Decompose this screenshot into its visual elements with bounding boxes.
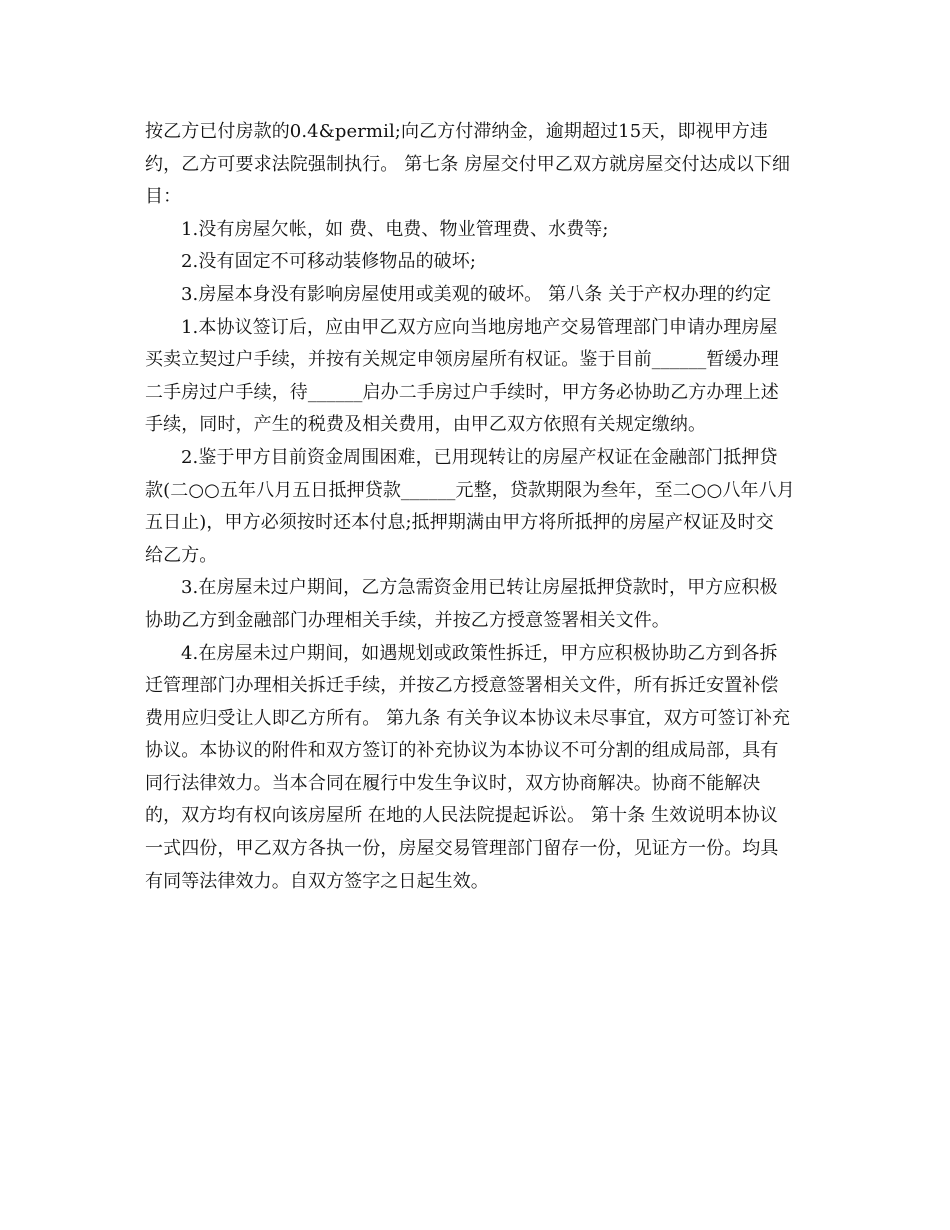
text-line: 手续，同时，产生的税费及相关费用，由甲乙双方依照有关规定缴纳。	[145, 414, 707, 436]
text-line: 一式四份，甲乙双方各执一份，房屋交易管理部门留存一份，见证方一份。均具	[145, 838, 779, 860]
text-line: 协议。本协议的附件和双方签订的补充协议为本协议不可分割的组成局部，具有	[145, 740, 779, 762]
text-line: 费用应归受让人即乙方所有。 第九条 有关争议本协议未尽事宜，双方可签订补充	[145, 707, 791, 729]
text-line: 按乙方已付房款的0.4&permil;向乙方付滞纳金，逾期超过15天，即视甲方违	[145, 121, 768, 142]
text-line: 款(二○○五年八月五日抵押贷款______元整，贷款期限为叁年，至二○○八年八月	[145, 479, 795, 501]
text-line: 1.没有房屋欠帐，如 费、电费、物业管理费、水费等;	[181, 218, 609, 240]
text-line: 有同等法律效力。自双方签字之日起生效。	[145, 870, 489, 892]
text-line: 的，双方均有权向该房屋所 在地的人民法院提起诉讼。 第十条 生效说明本协议	[145, 805, 778, 827]
text-line: 同行法律效力。当本合同在履行中发生争议时，双方协商解决。协商不能解决	[145, 772, 761, 794]
text-line: 2.鉴于甲方目前资金周围困难，已用现转让的房屋产权证在金融部门抵押贷	[181, 446, 778, 468]
text-line: 目：	[145, 186, 182, 208]
text-line: 买卖立契过户手续，并按有关规定申领房屋所有权证。鉴于目前______暂缓办理	[145, 349, 779, 371]
document-body	[145, 116, 810, 898]
text-line: 4.在房屋未过户期间，如遇规划或政策性拆迁，甲方应积极协助乙方到各拆	[181, 642, 778, 664]
text-line: 1.本协议签订后，应由甲乙双方应向当地房地产交易管理部门申请办理房屋	[181, 316, 778, 338]
text-line: 3.房屋本身没有影响房屋使用或美观的破坏。 第八条 关于产权办理的约定	[181, 283, 772, 305]
text-line: 迁管理部门办理相关拆迁手续，并按乙方授意签署相关文件，所有拆迁安置补偿	[145, 675, 779, 697]
text-line: 协助乙方到金融部门办理相关手续，并按乙方授意签署相关文件。	[145, 609, 670, 631]
text-line: 2.没有固定不可移动装修物品的破坏;	[181, 251, 477, 273]
text-line: 二手房过户手续，待______启办二手房过户手续时，甲方务必协助乙方办理上述	[145, 381, 779, 403]
text-line: 3.在房屋未过户期间，乙方急需资金用已转让房屋抵押贷款时，甲方应积极	[181, 577, 778, 599]
text-line: 给乙方。	[145, 544, 218, 566]
text-line: 五日止)，甲方必须按时还本付息;抵押期满由甲方将所抵押的房屋产权证及时交	[145, 512, 774, 534]
text-line: 约，乙方可要求法院强制执行。 第七条 房屋交付甲乙双方就房屋交付达成以下细	[145, 153, 791, 175]
